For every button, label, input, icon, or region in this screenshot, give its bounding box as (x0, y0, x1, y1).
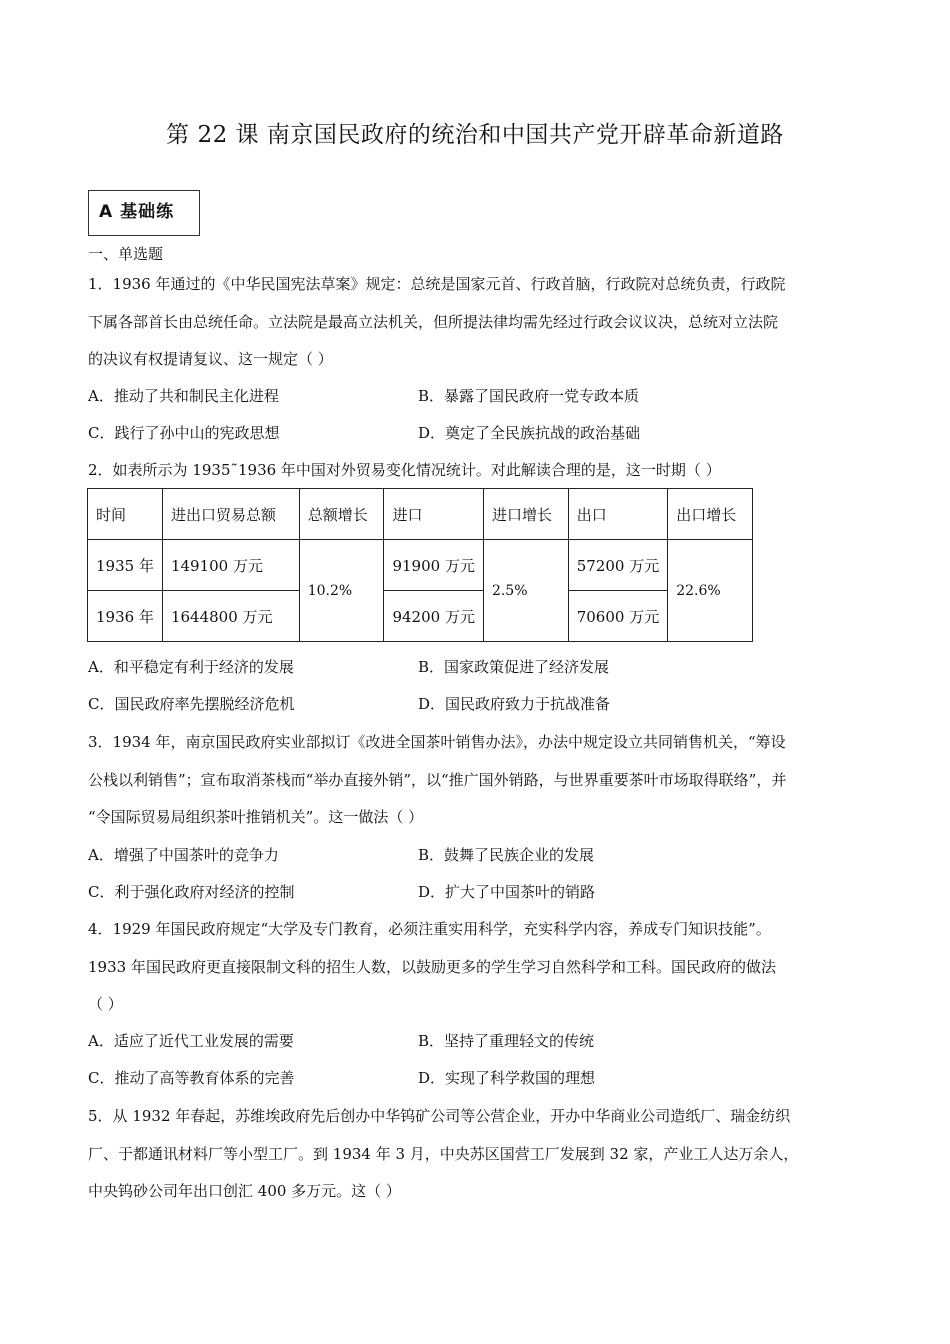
table-cell-export: 57200 万元 (568, 540, 668, 591)
q4-stem-line-3: （ ） (88, 995, 123, 1013)
q3-option-c[interactable]: C．利于强化政府对经济的控制 (88, 883, 295, 901)
table-header-row (88, 489, 753, 540)
q5-stem-line-2: 厂、于都通讯材料厂等小型工厂。到 1934 年 3 月，中央苏区国营工厂发展到 32 家，产业工人达万余人， (88, 1145, 799, 1163)
q2-option-a[interactable]: A．和平稳定有利于经济的发展 (88, 658, 294, 676)
table-cell-year: 1936 年 (88, 591, 163, 642)
page-title: 第 22 课 南京国民政府的统治和中国共产党开辟革命新道路 (166, 122, 784, 148)
table-header-cell: 进口 (384, 489, 484, 540)
q5-stem-line-1: 5．从 1932 年春起，苏维埃政府先后创办中华钨矿公司等公营企业，开办中华商业公司造纸厂、瑞金纺织 (88, 1107, 791, 1125)
q4-option-a[interactable]: A．适应了近代工业发展的需要 (88, 1032, 294, 1050)
trade-table (87, 488, 753, 642)
q3-stem-line-3: “令国际贸易局组织茶叶推销机关”。这一做法（ ） (88, 808, 424, 826)
table-cell-year: 1935 年 (88, 540, 163, 591)
table-row (88, 540, 753, 591)
table-header-cell: 时间 (88, 489, 163, 540)
q2-option-b[interactable]: B．国家政策促进了经济发展 (418, 658, 610, 676)
section-badge: A 基础练 (88, 190, 200, 236)
q1-stem-line-3: 的决议有权提请复议、这一规定（ ） (88, 350, 333, 368)
q4-option-d[interactable]: D．实现了科学救国的理想 (418, 1069, 596, 1087)
q4-stem-line-2: 1933 年国民政府更直接限制文科的招生人数，以鼓励更多的学生学习自然科学和工科。国民政府的做法 (88, 958, 776, 976)
q1-option-b[interactable]: B．暴露了国民政府一党专政本质 (418, 387, 640, 405)
q5-stem-line-3: 中央钨砂公司年出口创汇 400 多万元。这（ ） (88, 1182, 401, 1200)
table-cell-total: 1644800 万元 (162, 591, 299, 642)
table-cell-total: 149100 万元 (162, 540, 299, 591)
table-cell-import: 94200 万元 (384, 591, 484, 642)
table-header-cell: 出口 (568, 489, 668, 540)
q3-stem-line-1: 3．1934 年，南京国民政府实业部拟订《改进全国茶叶销售办法》，办法中规定设立共同销售机关，“筹设 (88, 733, 786, 751)
table-cell-export-growth: 22.6% (668, 540, 753, 642)
q2-option-c[interactable]: C．国民政府率先摆脱经济危机 (88, 695, 295, 713)
q1-stem-line-1: 1．1936 年通过的《中华民国宪法草案》规定：总统是国家元首、行政首脑，行政院对总统负责，行政院 (88, 275, 786, 293)
q3-option-b[interactable]: B．鼓舞了民族企业的发展 (418, 846, 595, 864)
table-row (88, 591, 753, 642)
q3-stem-line-2: 公栈以利销售”；宣布取消茶栈而“举办直接外销”，以“推广国外销路，与世界重要茶叶市场取得联络”，并 (88, 771, 787, 789)
q1-stem-line-2: 下属各部首长由总统任命。立法院是最高立法机关，但所提法律均需先经过行政会议议决，总统对立法院 (88, 313, 779, 331)
q2-option-d[interactable]: D．国民政府致力于抗战准备 (418, 695, 611, 713)
table-cell-export: 70600 万元 (568, 591, 668, 642)
table-cell-total-growth: 10.2% (299, 540, 384, 642)
table-cell-import-growth: 2.5% (483, 540, 568, 642)
q1-option-c[interactable]: C．践行了孙中山的宪政思想 (88, 424, 280, 442)
table-header-cell: 进出口贸易总额 (162, 489, 299, 540)
q4-option-c[interactable]: C．推动了高等教育体系的完善 (88, 1069, 295, 1087)
q4-option-b[interactable]: B．坚持了重理轻文的传统 (418, 1032, 595, 1050)
table-header-cell: 进口增长 (483, 489, 568, 540)
table-cell-import: 91900 万元 (384, 540, 484, 591)
q1-option-d[interactable]: D．奠定了全民族抗战的政治基础 (418, 424, 641, 442)
q1-option-a[interactable]: A．推动了共和制民主化进程 (88, 387, 279, 405)
q4-stem-line-1: 4．1929 年国民政府规定“大学及专门教育，必须注重实用科学，充实科学内容，养成专门知识技能”。 (88, 920, 771, 938)
q3-option-d[interactable]: D．扩大了中国茶叶的销路 (418, 883, 596, 901)
section-heading: 一、单选题 (88, 245, 164, 263)
q2-stem: 2．如表所示为 1935˜1936 年中国对外贸易变化情况统计。对此解读合理的是，这一时期（ ） (88, 461, 721, 479)
table-header-cell: 出口增长 (668, 489, 753, 540)
q3-option-a[interactable]: A．增强了中国茶叶的竞争力 (88, 846, 279, 864)
table-header-cell: 总额增长 (299, 489, 384, 540)
